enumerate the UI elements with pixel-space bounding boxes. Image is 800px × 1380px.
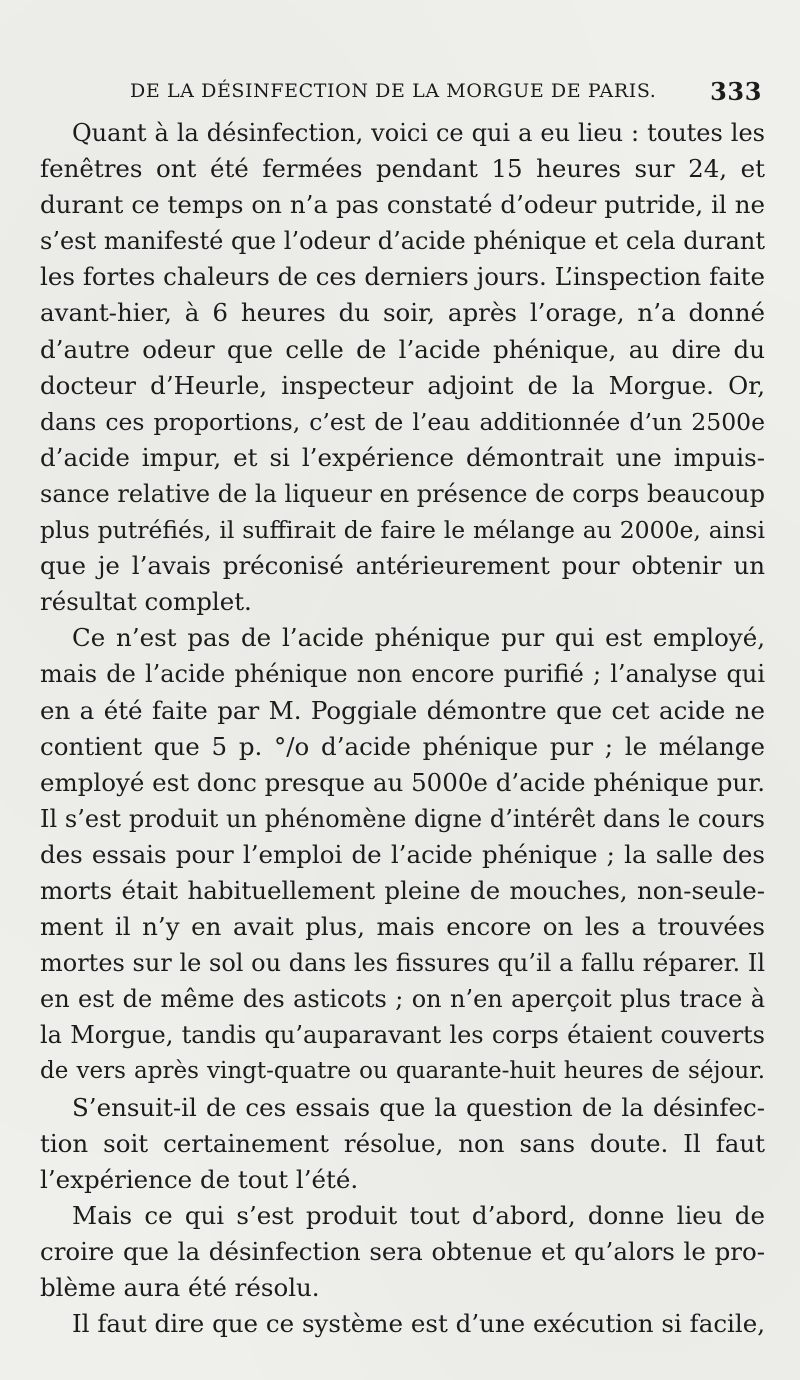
paragraph — [40, 620, 765, 1089]
text-line: S’ensuit-il de ces essais que la question de la désinfec- — [72, 1092, 765, 1122]
text-line: tion soit certainement résolue, non sans doute. Il faut — [40, 1128, 765, 1158]
text-line: ment il n’y en avait plus, mais encore on les a trouvées — [40, 912, 765, 942]
text-line: Il faut dire que ce système est d’une exécution si facile, — [72, 1309, 765, 1339]
page-number: 333 — [710, 77, 762, 106]
text-line: que je l’avais préconisé antérieurement pour obtenir un — [40, 551, 765, 581]
running-head — [130, 77, 762, 108]
text-line: fenêtres ont été fermées pendant 15 heures sur 24, et — [40, 154, 765, 184]
text-line: d’autre odeur que celle de l’acide phénique, au dire du — [40, 334, 765, 364]
text-line: Quant à la désinfection, voici ce qui a eu lieu : toutes les — [72, 119, 765, 147]
text-line: avant-hier, à 6 heures du soir, après l’orage, n’a donné — [40, 298, 765, 328]
text-line: mais de l’acide phénique non encore purifié ; l’analyse qui — [40, 660, 765, 689]
body-text — [40, 115, 765, 1342]
text-line: la Morgue, tandis qu’auparavant les corps étaient couverts — [40, 1021, 765, 1050]
paragraph — [40, 1198, 765, 1306]
text-line: durant ce temps on n’a pas constaté d’odeur putride, il ne — [40, 190, 765, 220]
text-line: l’expérience de tout l’été. — [40, 1164, 359, 1194]
text-line: employé est donc presque au 5000e d’acide phénique pur. — [40, 767, 765, 797]
text-line: les fortes chaleurs de ces derniers jours. L’inspection faite — [40, 262, 765, 292]
text-line: docteur d’Heurle, inspecteur adjoint de la Morgue. Or, — [40, 370, 765, 400]
text-line: croire que la désinfection sera obtenue et qu’alors le pro- — [40, 1236, 765, 1266]
paragraph — [40, 1306, 765, 1342]
text-line: des essais pour l’emploi de l’acide phénique ; la salle des — [40, 839, 765, 869]
text-line: en est de même des asticots ; on n’en aperçoit plus trace à — [40, 985, 765, 1014]
text-line: morts était habituellement pleine de mouches, non-seule- — [40, 875, 765, 905]
text-line: Mais ce qui s’est produit tout d’abord, donne lieu de — [72, 1200, 765, 1230]
text-line: Il s’est produit un phénomène digne d’intérêt dans le cours — [40, 804, 765, 833]
text-line: en a été faite par M. Poggiale démontre que cet acide ne — [40, 695, 765, 725]
paragraph — [40, 115, 765, 620]
text-line: blème aura été résolu. — [40, 1273, 320, 1302]
running-head-title: DE LA DÉSINFECTION DE LA MORGUE DE PARIS. — [130, 80, 657, 102]
text-line: sance relative de la liqueur en présence de corps beaucoup — [40, 479, 765, 508]
text-line: contient que 5 p. °/o d’acide phénique pur ; le mélange — [40, 731, 765, 761]
text-line: mortes sur le sol ou dans les fissures qu’il a fallu réparer. Il — [40, 949, 765, 978]
paragraph — [40, 1090, 765, 1198]
text-line: résultat complet. — [40, 587, 252, 617]
text-line: de vers après vingt-quatre ou quarante-huit heures de séjour. — [40, 1058, 765, 1085]
text-line: dans ces proportions, c’est de l’eau additionnée d’un 2500e — [40, 407, 765, 436]
text-line: s’est manifesté que l’odeur d’acide phénique et cela durant — [40, 227, 765, 256]
text-line: Ce n’est pas de l’acide phénique pur qui est employé, — [72, 623, 765, 653]
text-line: plus putréfiés, il suffirait de faire le mélange au 2000e, ainsi — [40, 516, 765, 545]
text-line: d’acide impur, et si l’expérience démontrait une impuis- — [40, 442, 765, 472]
